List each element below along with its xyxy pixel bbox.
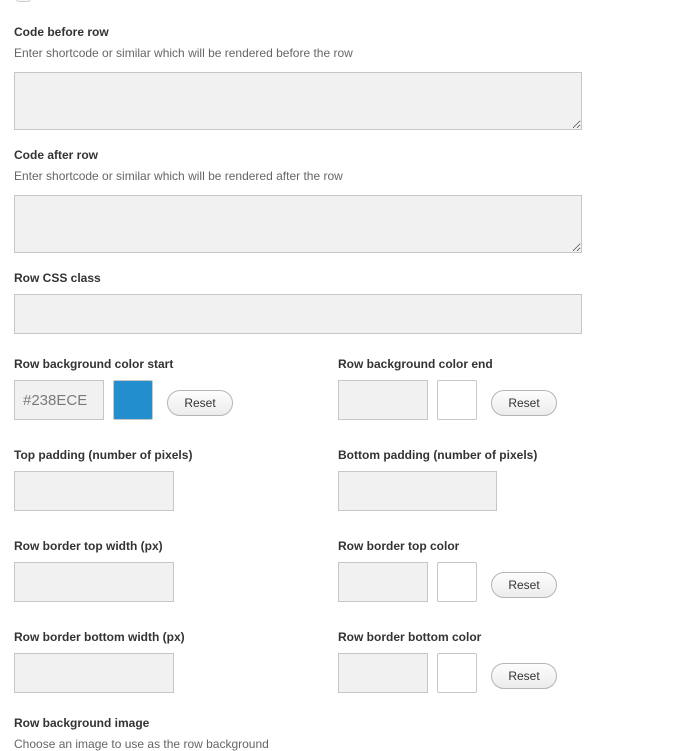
bottom-padding-label: Bottom padding (number of pixels) — [338, 448, 538, 462]
border-top-width-input[interactable] — [14, 562, 174, 602]
code-before-row-description: Enter shortcode or similar which will be rendered before the row — [14, 46, 353, 60]
border-bottom-color-input[interactable] — [338, 653, 428, 693]
code-after-row-textarea[interactable] — [14, 195, 582, 253]
border-bottom-color-reset-button[interactable]: Reset — [491, 663, 557, 689]
bg-color-end-swatch[interactable] — [437, 380, 477, 420]
bottom-padding-input[interactable] — [338, 471, 497, 511]
border-top-color-reset-button[interactable]: Reset — [491, 572, 557, 598]
row-css-class-label: Row CSS class — [14, 271, 101, 285]
border-bottom-width-label: Row border bottom width (px) — [14, 630, 185, 644]
bg-image-description: Choose an image to use as the row background — [14, 737, 269, 751]
top-padding-input[interactable] — [14, 471, 174, 511]
row-css-class-input[interactable] — [14, 294, 582, 334]
code-before-row-textarea[interactable] — [14, 72, 582, 130]
border-top-width-label: Row border top width (px) — [14, 539, 163, 553]
code-after-row-description: Enter shortcode or similar which will be rendered after the row — [14, 169, 343, 183]
bg-image-label: Row background image — [14, 716, 150, 730]
code-after-row-label: Code after row — [14, 148, 99, 162]
border-bottom-color-swatch[interactable] — [437, 653, 477, 693]
top-padding-label: Top padding (number of pixels) — [14, 448, 193, 462]
bg-color-end-input[interactable] — [338, 380, 428, 420]
border-top-color-input[interactable] — [338, 562, 428, 602]
border-bottom-width-input[interactable] — [14, 653, 174, 693]
bg-color-end-label: Row background color end — [338, 357, 493, 371]
bg-color-start-reset-button[interactable]: Reset — [167, 390, 233, 416]
bg-color-start-swatch[interactable] — [113, 380, 153, 420]
border-bottom-color-label: Row border bottom color — [338, 630, 482, 644]
border-top-color-swatch[interactable] — [437, 562, 477, 602]
bg-color-start-input[interactable] — [14, 380, 104, 420]
checkbox-partial[interactable] — [16, 0, 31, 2]
border-top-color-label: Row border top color — [338, 539, 460, 553]
bg-color-start-label: Row background color start — [14, 357, 174, 371]
bg-color-end-reset-button[interactable]: Reset — [491, 390, 557, 416]
code-before-row-label: Code before row — [14, 25, 109, 39]
